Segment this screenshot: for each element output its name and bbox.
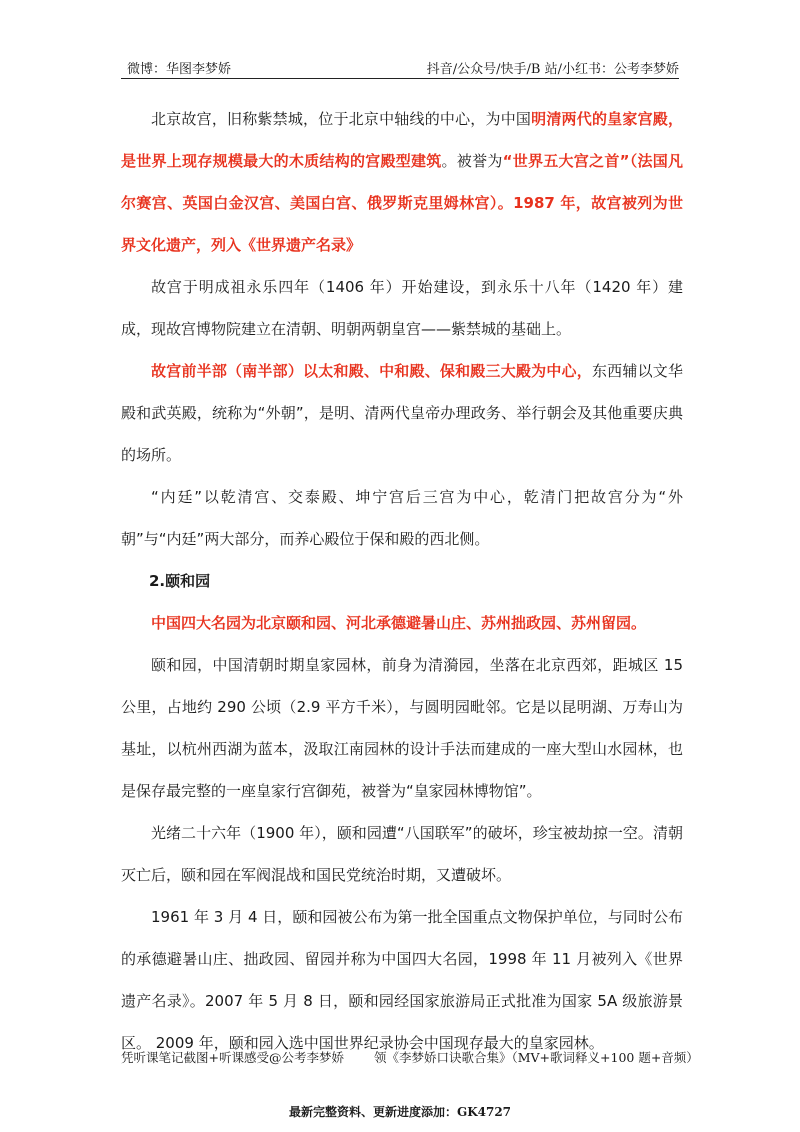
paragraph-inner-court: “内廷”以乾清宫、交泰殿、坤宁宫后三宫为中心，乾清门把故宫分为“外朝”与“内廷”两大部分，而养心殿位于保和殿的西北侧。 bbox=[121, 488, 683, 548]
footer-left: 凭听课笔记截图+听课感受@公考李梦娇 bbox=[121, 1050, 344, 1065]
highlight-text: 故宫前半部（南半部）以太和殿、中和殿、保和殿三大殿为中心， bbox=[151, 362, 592, 380]
document-body bbox=[121, 98, 683, 1064]
paragraph-four-gardens: 中国四大名园为北京颐和园、河北承德避暑山庄、苏州拙政园、苏州留园。 bbox=[151, 614, 647, 632]
highlight-text: 明清两代的皇家宫殿，是世界上现存规模最大的木质结构的宫殿型建筑 bbox=[121, 110, 683, 170]
paragraph-outer-court: 故宫前半部（南半部）以太和殿、中和殿、保和殿三大殿为中心，东西辅以文华殿和武英殿，统称为“外朝”，是明、清两代皇帝办理政务、举行朝会及其他重要庆典的场所。 bbox=[121, 362, 683, 464]
header-social: 抖音/公众号/快手/B 站/小红书：公考李梦娇 bbox=[426, 62, 679, 77]
paragraph-heritage: 1961 年 3 月 4 日，颐和园被公布为第一批全国重点文物保护单位，与同时公布的承德避暑山庄、拙政园、留园并称为中国四大名园，1998 年 11 月被列入《世界遗产名录》。2007 年 5 月 8 日，颐和园经国家旅游局正式批准为国家 5A 级旅游景区。 2009 年，颐和园入选中国世界纪录协会中国现存最大的皇家园林。 bbox=[121, 908, 683, 1052]
bottom-note: 最新完整资料、更新进度添加：GK4727 bbox=[288, 1105, 512, 1119]
paragraph-construction: 故宫于明成祖永乐四年（1406 年）开始建设，到永乐十八年（1420 年）建成，现故宫博物院建立在清朝、明朝两朝皇宫——紫禁城的基础上。 bbox=[121, 278, 683, 338]
page-footer bbox=[121, 1048, 725, 1066]
page-header bbox=[121, 56, 679, 79]
header-weibo: 微博：华图李梦娇 bbox=[127, 62, 232, 77]
section-heading: 2.颐和园 bbox=[149, 572, 211, 590]
paragraph-forbidden-city-intro: 北京故宫，旧称紫禁城，位于北京中轴线的中心，为中国明清两代的皇家宫殿，是世界上现存规模最大的木质结构的宫殿型建筑。被誉为“世界五大宫之首”（法国凡尔赛宫、英国白金汉宫、美国白宫、俄罗斯克里姆林宫）。1987 年，故宫被列为世界文化遗产，列入《世界遗产名录》 bbox=[121, 110, 683, 254]
footer-right: 领《李梦娇口诀歌合集》（MV+歌词释义+100 题+音频） bbox=[373, 1050, 699, 1065]
paragraph-summer-palace: 颐和园，中国清朝时期皇家园林，前身为清漪园，坐落在北京西郊，距城区 15 公里，占地约 290 公顷（2.9 平方千米），与圆明园毗邻。它是以昆明湖、万寿山为基址，以杭州西湖为蓝本，汲取江南园林的设计手法而建成的一座大型山水园林，也是保存最完整的一座皇家行宫御苑，被誉为“皇家园林博物馆”。 bbox=[121, 656, 683, 800]
highlight-text: “世界五大宫之首”（法国凡尔赛宫、英国白金汉宫、美国白宫、俄罗斯克里姆林宫）。1987 年，故宫被列为世界文化遗产，列入《世界遗产名录》 bbox=[121, 152, 683, 254]
paragraph-destruction: 光绪二十六年（1900 年），颐和园遭“八国联军”的破坏，珍宝被劫掠一空。清朝灭亡后，颐和园在军阀混战和国民党统治时期，又遭破坏。 bbox=[121, 824, 683, 884]
